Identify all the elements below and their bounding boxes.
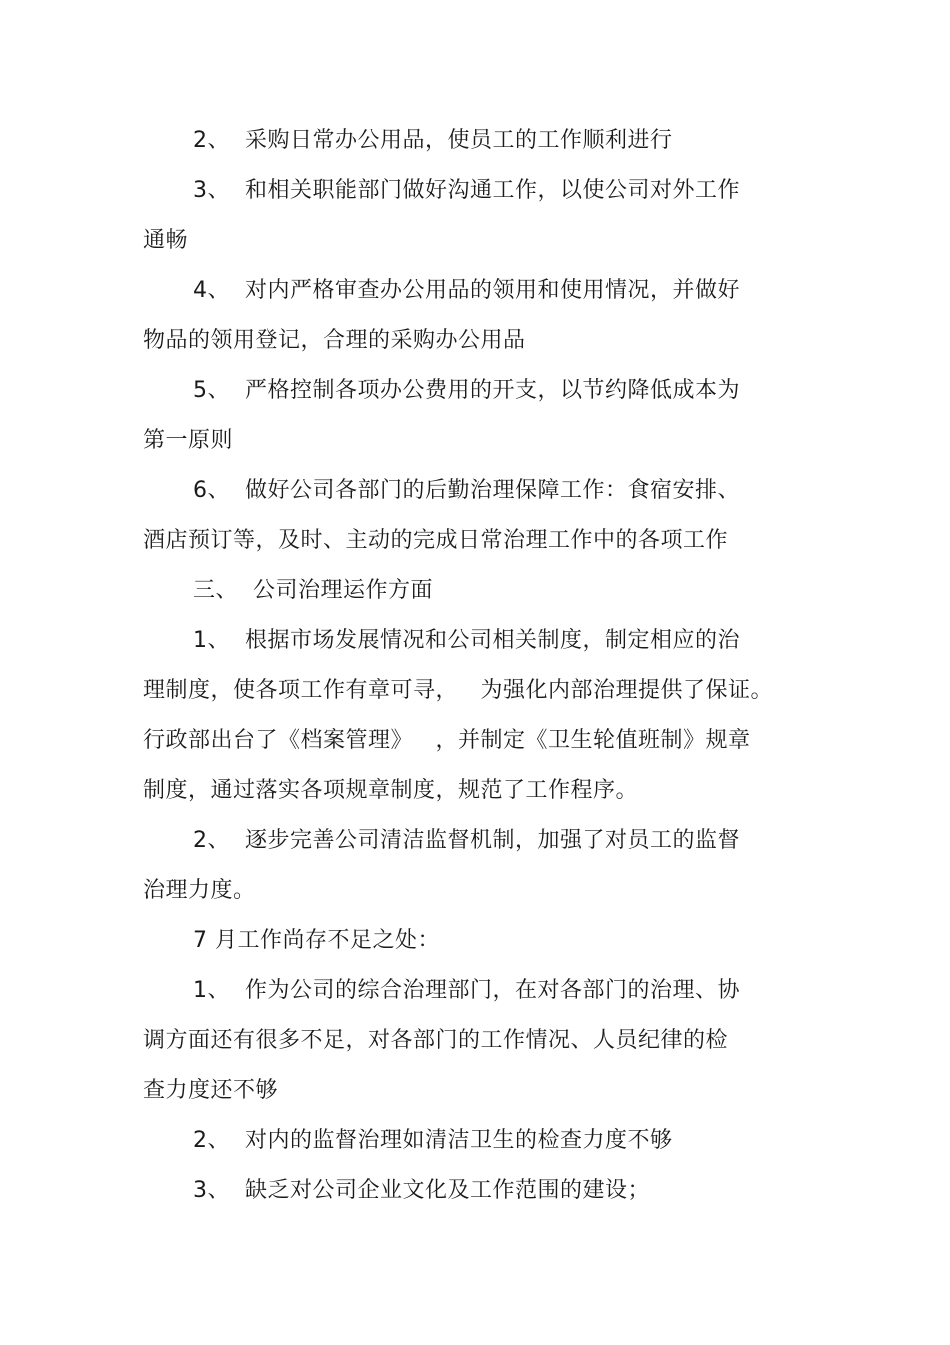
text-line: 3、 缺乏对公司企业文化及工作范围的建设； xyxy=(193,1178,650,1203)
text-line: 5、 严格控制各项办公费用的开支，以节约降低成本为 xyxy=(193,378,740,403)
text-line: 2、 逐步完善公司清洁监督机制，加强了对员工的监督 xyxy=(193,828,740,853)
text-line: 治理力度。 xyxy=(143,878,256,903)
section-heading: 7 月工作尚存不足之处： xyxy=(193,928,440,953)
text-line: 通畅 xyxy=(143,228,189,253)
text-line: 制度，通过落实各项规章制度，规范了工作程序。 xyxy=(143,778,639,803)
text-line: 物品的领用登记，合理的采购办公用品 xyxy=(143,328,526,353)
text-line: 1、 作为公司的综合治理部门，在对各部门的治理、协 xyxy=(193,978,740,1003)
text-line: 1、 根据市场发展情况和公司相关制度，制定相应的治 xyxy=(193,628,740,653)
text-line: 调方面还有很多不足，对各部门的工作情况、人员纪律的检 xyxy=(143,1028,729,1053)
text-line: 2、 对内的监督治理如清洁卫生的检查力度不够 xyxy=(193,1128,673,1153)
text-line: 3、 和相关职能部门做好沟通工作，以使公司对外工作 xyxy=(193,178,740,203)
text-line: 2、 采购日常办公用品，使员工的工作顺利进行 xyxy=(193,128,673,153)
text-line: 6、 做好公司各部门的后勤治理保障工作：食宿安排、 xyxy=(193,478,740,503)
text-line: 4、 对内严格审查办公用品的领用和使用情况，并做好 xyxy=(193,278,740,303)
section-heading: 三、 公司治理运作方面 xyxy=(193,578,433,603)
text-line: 查力度还不够 xyxy=(143,1078,279,1103)
text-line: 第一原则 xyxy=(143,428,234,453)
text-line: 行政部出台了《档案管理》 ，并制定《卫生轮值班制》规章 xyxy=(143,728,751,753)
text-line: 酒店预订等，及时、主动的完成日常治理工作中的各项工作 xyxy=(143,528,729,553)
text-line: 理制度，使各项工作有章可寻， 为强化内部治理提供了保证。 xyxy=(143,678,773,703)
